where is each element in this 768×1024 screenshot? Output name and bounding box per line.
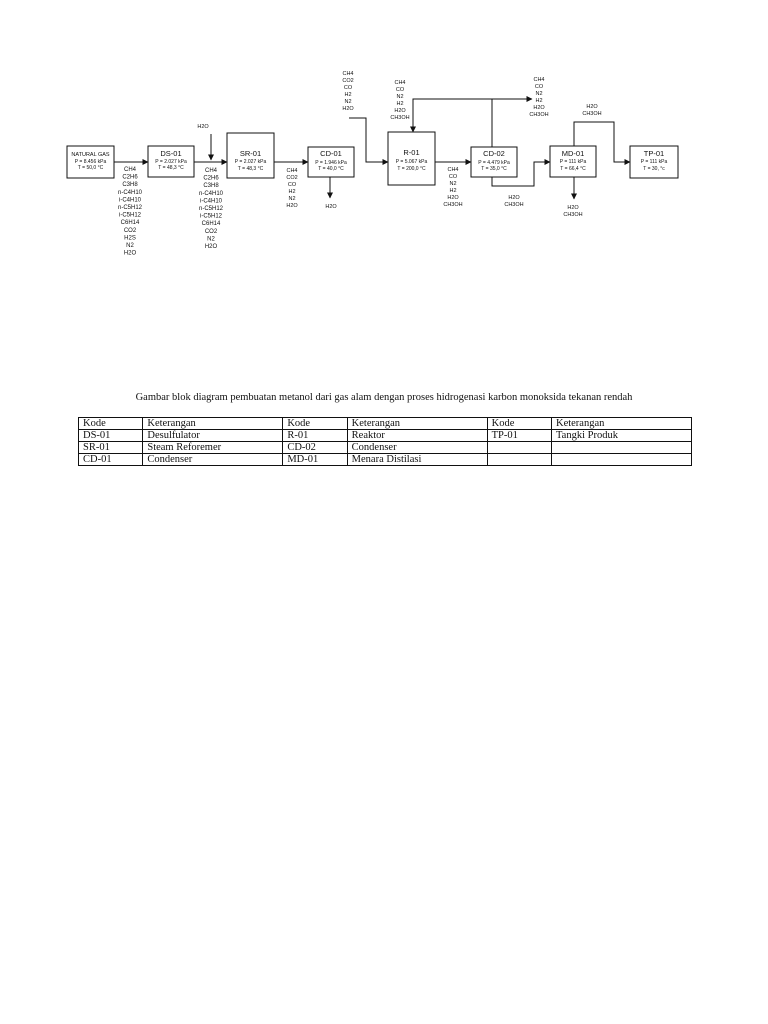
stream-component: n-C5H12 xyxy=(198,206,224,212)
stream-component: H2O xyxy=(586,104,598,110)
stream-component: CO2 xyxy=(204,228,218,235)
stream-component: N2 xyxy=(535,91,543,97)
unit-pressure: P = 5.067 kPa xyxy=(395,159,428,165)
feed-temperature: T = 50,0 °C xyxy=(77,165,104,171)
figure-caption: Gambar blok diagram pembuatan metanol dari gas alam dengan proses hidrogenasi karbon monoksida tekanan rendah xyxy=(135,392,633,403)
unit-temperature: T = 30, °c xyxy=(643,166,665,172)
stream-component: CH4 xyxy=(286,168,298,174)
stream-component: CO xyxy=(448,174,458,180)
legend-cell: DS-01 xyxy=(79,430,143,442)
unit-code: CD-01 xyxy=(320,149,342,158)
stream-component: C6H14 xyxy=(120,220,140,227)
legend-cell: Steam Reforemer xyxy=(143,442,283,454)
stream-component: H2O xyxy=(447,195,459,201)
stream-component: H2O xyxy=(325,204,337,210)
unit-pressure: P = 4.479 kPa xyxy=(478,160,510,166)
stream-component: C2H6 xyxy=(122,174,138,181)
stream-component: CH4 xyxy=(533,77,545,83)
stream-component: N2 xyxy=(396,94,404,100)
stream-component: C3H8 xyxy=(203,183,219,190)
stream-component: H2O xyxy=(394,108,406,114)
legend-header: Kode xyxy=(79,418,143,430)
stream-component: CH3OH xyxy=(582,111,602,117)
legend-cell: CD-01 xyxy=(79,454,143,466)
stream-component: N2 xyxy=(207,236,215,243)
legend-cell: Condenser xyxy=(143,454,283,466)
stream-component: n-C5H12 xyxy=(117,205,143,211)
stream-component: n-C4H10 xyxy=(198,190,224,197)
unit-pressure: P = 111 kPa xyxy=(559,159,587,165)
stream-component: H2O xyxy=(123,250,137,257)
unit-code: R-01 xyxy=(403,148,420,157)
stream-component: N2 xyxy=(344,99,352,105)
unit-temperature: T = 35,0 °C xyxy=(481,166,507,172)
stream-component: n-C4H10 xyxy=(117,189,143,196)
legend-header: Kode xyxy=(487,418,551,430)
legend-cell: TP-01 xyxy=(487,430,551,442)
stream-component: CH4 xyxy=(342,71,354,77)
legend-cell xyxy=(487,454,551,466)
legend-cell xyxy=(551,454,691,466)
stream-component: CO xyxy=(395,87,405,93)
stream-component: N2 xyxy=(288,196,296,202)
stream-component: C6H14 xyxy=(201,221,221,228)
legend-cell: CD-02 xyxy=(283,442,347,454)
stream-component: H2O xyxy=(567,205,579,211)
unit-code: TP-01 xyxy=(643,149,665,158)
legend-header: Kode xyxy=(283,418,347,430)
stream-component: CO2 xyxy=(286,175,298,181)
stream-component: C2H6 xyxy=(203,175,219,182)
unit-temperature: T = 48,3 °C xyxy=(158,165,184,171)
stream-component: i-C4H10 xyxy=(118,197,142,204)
stream-component: H2O xyxy=(342,106,354,112)
stream-component: i-C5H12 xyxy=(118,212,142,219)
feed-label: NATURAL GAS xyxy=(71,152,110,158)
legend-row xyxy=(79,442,692,454)
stream-component: H2O xyxy=(204,244,218,250)
legend-row xyxy=(79,454,692,466)
unit-code: CD-02 xyxy=(483,149,505,158)
equipment-blocks xyxy=(67,132,678,185)
legend-cell xyxy=(551,442,691,454)
stream-component: C3H8 xyxy=(122,182,138,189)
stream-component: N2 xyxy=(449,181,457,187)
stream-component: CH4 xyxy=(204,168,218,174)
stream-component: i-C4H10 xyxy=(199,198,223,205)
stream-component: CH3OH xyxy=(504,202,524,208)
unit-temperature: T = 66,4 °C xyxy=(560,166,586,172)
unit-pressure: P = 1.946 kPa xyxy=(315,160,347,166)
stream-component: H2 xyxy=(396,101,404,107)
stream-component: CH4 xyxy=(447,167,459,173)
legend-cell: Reaktor xyxy=(347,430,487,442)
stream-component: CO xyxy=(343,85,353,91)
stream-component: CO xyxy=(287,182,297,188)
legend-cell xyxy=(487,442,551,454)
legend-header: Keterangan xyxy=(143,418,283,430)
stream-component: CO2 xyxy=(342,78,354,84)
stream-component: H2 xyxy=(449,188,457,194)
legend-table xyxy=(78,417,692,466)
stream-component: CO2 xyxy=(123,227,137,234)
legend-header-row xyxy=(79,418,692,430)
stream-component: H2 xyxy=(535,98,543,104)
legend-cell: R-01 xyxy=(283,430,347,442)
stream-component: H2O xyxy=(286,203,298,209)
unit-code: SR-01 xyxy=(239,149,262,158)
legend-cell: Desulfulator xyxy=(143,430,283,442)
stream-component: CH4 xyxy=(123,167,137,173)
legend-cell: MD-01 xyxy=(283,454,347,466)
stream-component: H2 xyxy=(288,189,296,195)
stream-component: CH3OH xyxy=(443,202,463,208)
legend-row xyxy=(79,430,692,442)
legend-cell: Menara Distilasi xyxy=(347,454,487,466)
stream-component: CO xyxy=(534,84,544,90)
unit-temperature: T = 200,0 °C xyxy=(397,166,426,172)
feed-pressure: P = 8.456 kPa xyxy=(74,159,107,165)
legend-cell: Condenser xyxy=(347,442,487,454)
stream-component: CH3OH xyxy=(390,115,410,121)
legend-cell: Tangki Produk xyxy=(551,430,691,442)
stream-component: CH3OH xyxy=(529,112,549,118)
stream-component: H2O xyxy=(197,124,209,130)
stream-component: CH3OH xyxy=(563,212,583,218)
legend-cell: SR-01 xyxy=(79,442,143,454)
unit-code: MD-01 xyxy=(561,149,585,158)
unit-temperature: T = 40,0 °C xyxy=(318,166,344,172)
stream-component: H2 xyxy=(344,92,352,98)
stream-component: H2O xyxy=(508,195,520,201)
flow-to-reactor xyxy=(349,118,388,162)
legend-header: Keterangan xyxy=(551,418,691,430)
unit-pressure: P = 2.027 kPa xyxy=(155,159,187,165)
stream-component: H2O xyxy=(533,105,545,111)
block-diagram xyxy=(0,0,768,300)
unit-temperature: T = 48,3 °C xyxy=(237,166,264,172)
stream-component: N2 xyxy=(126,243,134,249)
stream-component: i-C5H12 xyxy=(199,213,223,220)
unit-pressure: P = 2.027 kPa xyxy=(234,159,267,165)
stream-component: H2S xyxy=(124,235,136,242)
legend-header: Keterangan xyxy=(347,418,487,430)
unit-code: DS-01 xyxy=(160,149,182,158)
unit-pressure: P = 111 kPa xyxy=(640,159,668,165)
stream-component: CH4 xyxy=(394,80,406,86)
